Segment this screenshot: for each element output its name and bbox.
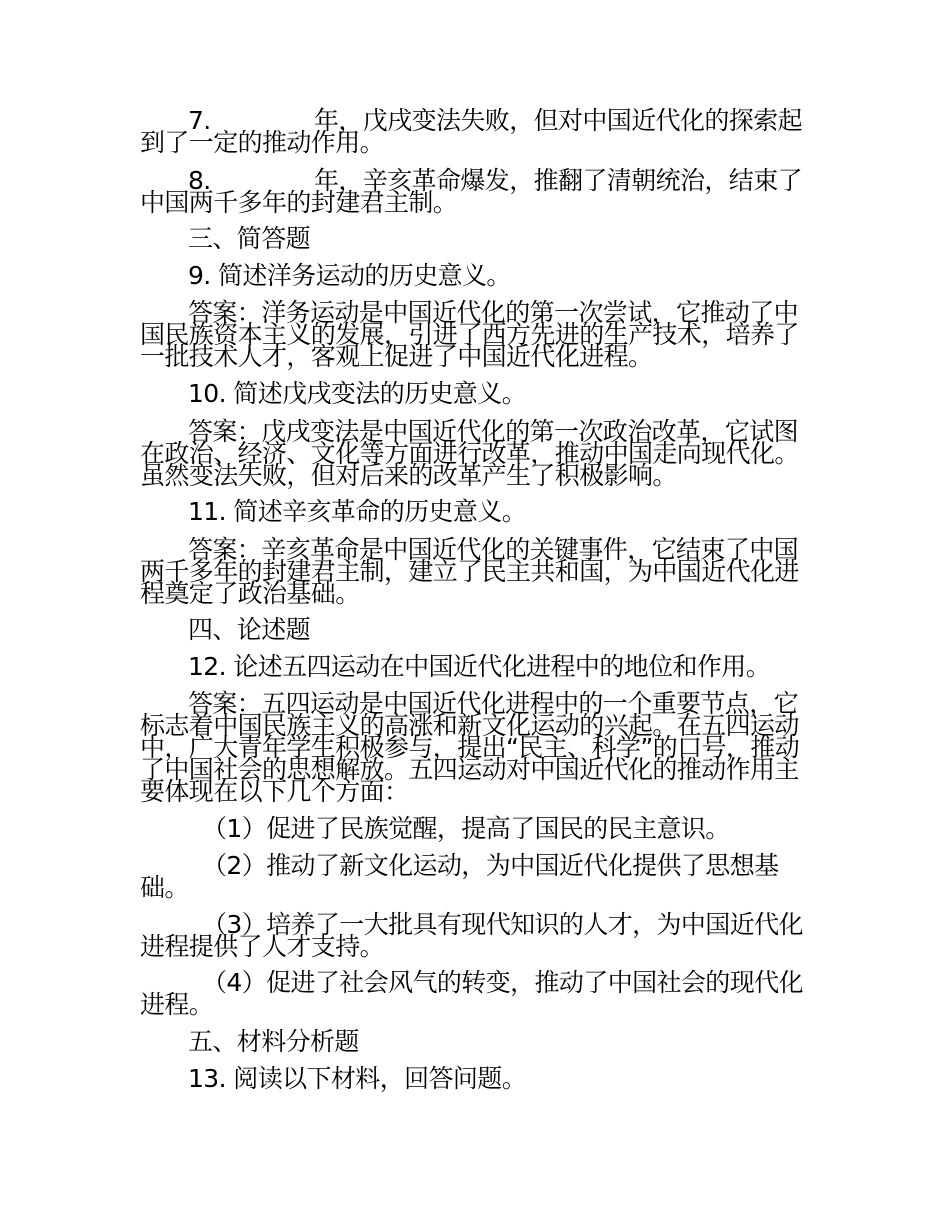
answer-point-4: （4）促进了社会风气的转变，推动了中国社会的现代化进程。 [140,968,803,1019]
fill-blank-question-7 [140,106,812,157]
question-text: 年，戊戌变法失败，但对中国近代化的探索起到了一定的推动作用。 [140,106,803,157]
question-number: 7. [188,106,218,135]
answer-point-2: （2）推动了新文化运动，为中国近代化提供了思想基础。 [140,851,779,902]
answer-9: 答案：洋务运动是中国近代化的第一次尝试，它推动了中国民族资本主义的发展，引进了西方先进的生产技术，培养了一批技术人才，客观上促进了中国近代化进程。 [140,298,799,371]
section-heading-material: 五、材料分析题 [188,1027,359,1056]
answer-11: 答案：辛亥革命是中国近代化的关键事件，它结束了中国两千多年的封建君主制，建立了民主共和国，为中国近代化进程奠定了政治基础。 [140,535,799,608]
answer-10: 答案：戊戌变法是中国近代化的第一次政治改革，它试图在政治、经济、文化等方面进行改革，推动中国走向现代化。虽然变法失败，但对后来的改革产生了积极影响。 [140,417,799,490]
answer-point-3: （3）培养了一大批具有现代知识的人才，为中国近代化进程提供了人才支持。 [140,910,803,961]
question-number: 8. [188,166,218,195]
answer-point-1: （1）促进了民族觉醒，提高了国民的民主意识。 [202,814,730,843]
question-11: 11. 简述辛亥革命的历史意义。 [188,497,527,526]
answer-12: 答案：五四运动是中国近代化进程中的一个重要节点，它标志着中国民族主义的高涨和新文化运动的兴起。在五四运动中，广大青年学生积极参与，提出“民主、科学”的口号，推动了中国社会的思想解放。五四运动对中国近代化的推动作用主要体现在以下几个方面： [140,689,800,806]
section-heading-short-answer: 三、简答题 [188,224,311,253]
question-10: 10. 简述戊戌变法的历史意义。 [188,379,527,408]
question-13: 13. 阅读以下材料，回答问题。 [188,1064,527,1093]
question-9: 9. 简述洋务运动的历史意义。 [188,261,511,290]
question-text: 年，辛亥革命爆发，推翻了清朝统治，结束了中国两千多年的封建君主制。 [140,166,803,217]
section-heading-essay: 四、论述题 [188,615,311,644]
fill-blank-question-8 [140,166,812,217]
question-12: 12. 论述五四运动在中国近代化进程中的地位和作用。 [188,652,771,681]
